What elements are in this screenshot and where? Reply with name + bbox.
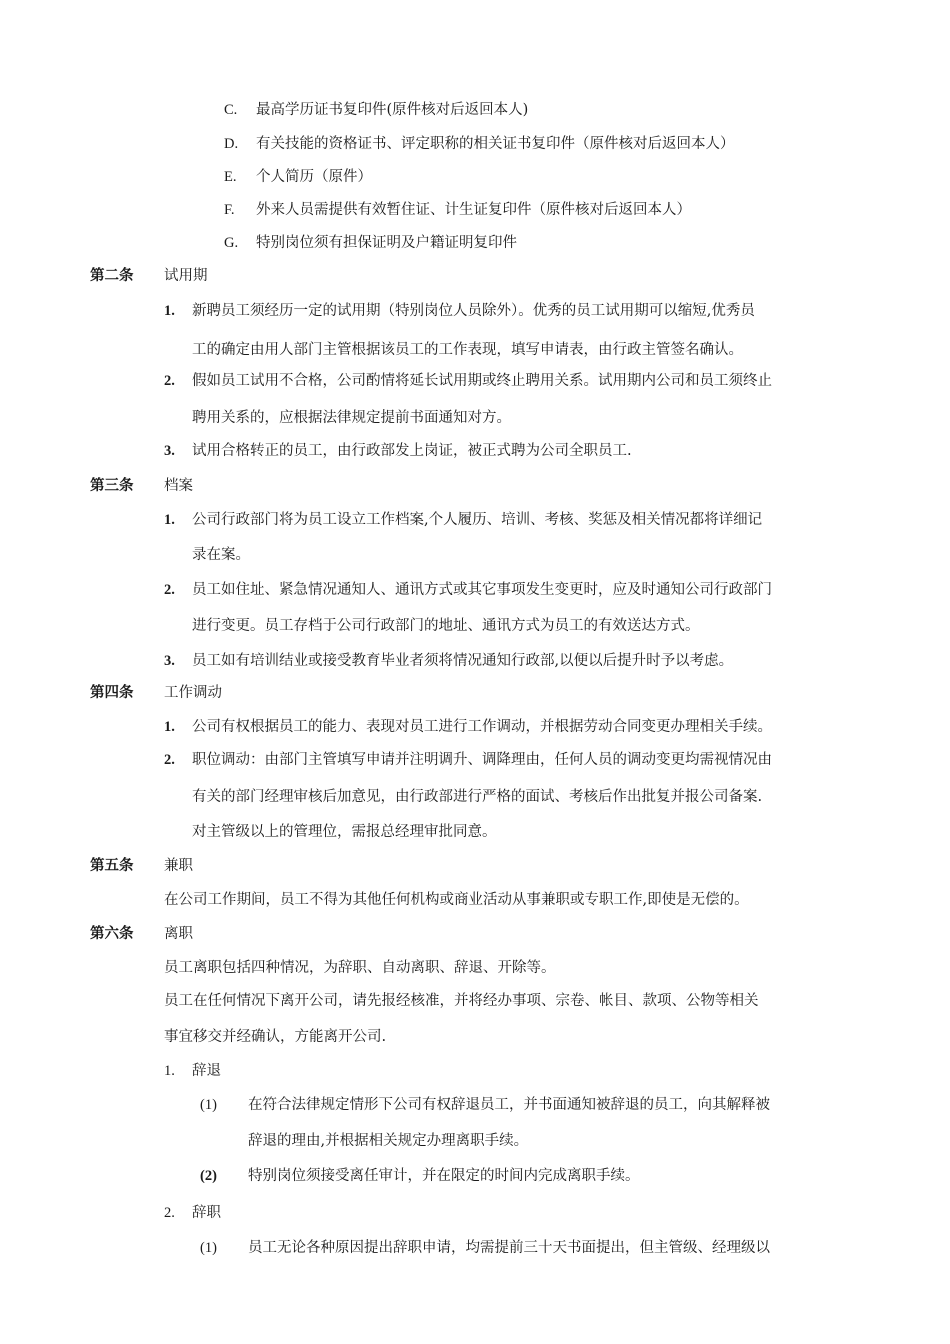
article-6-item-1-num: 1.	[164, 1063, 175, 1079]
article-3-item-1-line-2: 录在案。	[192, 547, 250, 563]
article-6-item-1-sub-1-line-2: 辞退的理由,并根据相关规定办理离职手续。	[248, 1133, 529, 1149]
article-6-item-1-title: 辞退	[192, 1063, 221, 1079]
article-3-label: 第三条	[90, 477, 134, 494]
article-4-item-2-line-2: 有关的部门经理审核后加意见，由行政部进行严格的面试、考核后作出批复并报公司备案.	[192, 789, 763, 805]
article-4-title: 工作调动	[164, 685, 222, 701]
list-text-c: 最高学历证书复印件(原件核对后返回本人)	[256, 102, 529, 118]
article-2-item-1-num: 1.	[164, 303, 175, 319]
article-3-item-3-num: 3.	[164, 653, 175, 669]
article-2-item-1-line-1: 新聘员工须经历一定的试用期（特别岗位人员除外）。优秀的员工试用期可以缩短,优秀员	[192, 303, 755, 319]
list-label-f: F.	[224, 202, 235, 218]
article-6-item-1-sub-2-num: (2)	[200, 1168, 217, 1184]
article-4-item-2-num: 2.	[164, 752, 175, 768]
article-2-item-3-num: 3.	[164, 443, 175, 459]
article-6-item-2-title: 辞职	[192, 1205, 221, 1221]
article-6-label: 第六条	[90, 925, 134, 942]
article-3-item-3-line-1: 员工如有培训结业或接受教育毕业者须将情况通知行政部,以便以后提升时予以考虑。	[192, 653, 734, 669]
article-6-item-2-sub-1-line-1: 员工无论各种原因提出辞职申请，均需提前三十天书面提出，但主管级、经理级以	[248, 1240, 770, 1256]
article-5-title: 兼职	[164, 858, 193, 874]
article-6-title: 离职	[164, 926, 193, 942]
article-3-item-2-line-1: 员工如住址、紧急情况通知人、通讯方式或其它事项发生变更时，应及时通知公司行政部门	[192, 582, 772, 598]
article-4-item-2-line-1: 职位调动：由部门主管填写申请并注明调升、调降理由，任何人员的调动变更均需视情况由	[192, 752, 772, 768]
article-3-item-2-num: 2.	[164, 582, 175, 598]
article-3-item-1-num: 1.	[164, 512, 175, 528]
article-6-paragraph-1: 员工离职包括四种情况，为辞职、自动离职、辞退、开除等。	[164, 960, 556, 976]
article-2-item-2-line-1: 假如员工试用不合格，公司酌情将延长试用期或终止聘用关系。试用期内公司和员工须终止	[192, 373, 772, 389]
article-2-item-3-line-1: 试用合格转正的员工，由行政部发上岗证，被正式聘为公司全职员工.	[192, 443, 632, 459]
list-text-g: 特别岗位须有担保证明及户籍证明复印件	[256, 235, 517, 251]
article-3-item-1-line-1: 公司行政部门将为员工设立工作档案,个人履历、培训、考核、奖惩及相关情况都将详细记	[192, 512, 763, 528]
article-2-item-2-line-2: 聘用关系的，应根据法律规定提前书面通知对方。	[192, 410, 511, 426]
article-4-label: 第四条	[90, 684, 134, 701]
article-2-item-2-num: 2.	[164, 373, 175, 389]
article-2-item-1-line-2: 工的确定由用人部门主管根据该员工的工作表现，填写申请表，由行政主管签名确认。	[192, 342, 743, 358]
list-text-e: 个人简历（原件）	[256, 169, 372, 185]
article-5-paragraph: 在公司工作期间，员工不得为其他任何机构或商业活动从事兼职或专职工作,即使是无偿的。	[164, 892, 749, 908]
article-2-title: 试用期	[164, 268, 208, 284]
article-5-label: 第五条	[90, 857, 134, 874]
article-6-paragraph-2-line-1: 员工在任何情况下离开公司，请先报经核准，并将经办事项、宗卷、帐目、款项、公物等相关	[164, 993, 759, 1009]
article-4-item-2-line-3: 对主管级以上的管理位，需报总经理审批同意。	[192, 824, 497, 840]
article-6-item-1-sub-2-line-1: 特别岗位须接受离任审计，并在限定的时间内完成离职手续。	[248, 1168, 640, 1184]
list-text-d: 有关技能的资格证书、评定职称的相关证书复印件（原件核对后返回本人）	[256, 136, 735, 152]
article-6-paragraph-2-line-2: 事宜移交并经确认，方能离开公司.	[164, 1029, 387, 1045]
article-6-item-2-num: 2.	[164, 1205, 175, 1221]
article-4-item-1-line-1: 公司有权根据员工的能力、表现对员工进行工作调动，并根据劳动合同变更办理相关手续。	[192, 719, 772, 735]
article-6-item-1-sub-1-line-1: 在符合法律规定情形下公司有权辞退员工，并书面通知被辞退的员工，向其解释被	[248, 1097, 770, 1113]
article-4-item-1-num: 1.	[164, 719, 175, 735]
list-text-f: 外来人员需提供有效暂住证、计生证复印件（原件核对后返回本人）	[256, 202, 691, 218]
article-6-item-1-sub-1-num: (1)	[200, 1097, 217, 1113]
list-label-c: C.	[224, 102, 238, 118]
article-3-title: 档案	[164, 478, 193, 494]
list-label-e: E.	[224, 169, 237, 185]
article-6-item-2-sub-1-num: (1)	[200, 1240, 217, 1256]
article-3-item-2-line-2: 进行变更。员工存档于公司行政部门的地址、通讯方式为员工的有效送达方式。	[192, 618, 700, 634]
list-label-g: G.	[224, 235, 239, 251]
article-2-label: 第二条	[90, 267, 134, 284]
list-label-d: D.	[224, 136, 239, 152]
